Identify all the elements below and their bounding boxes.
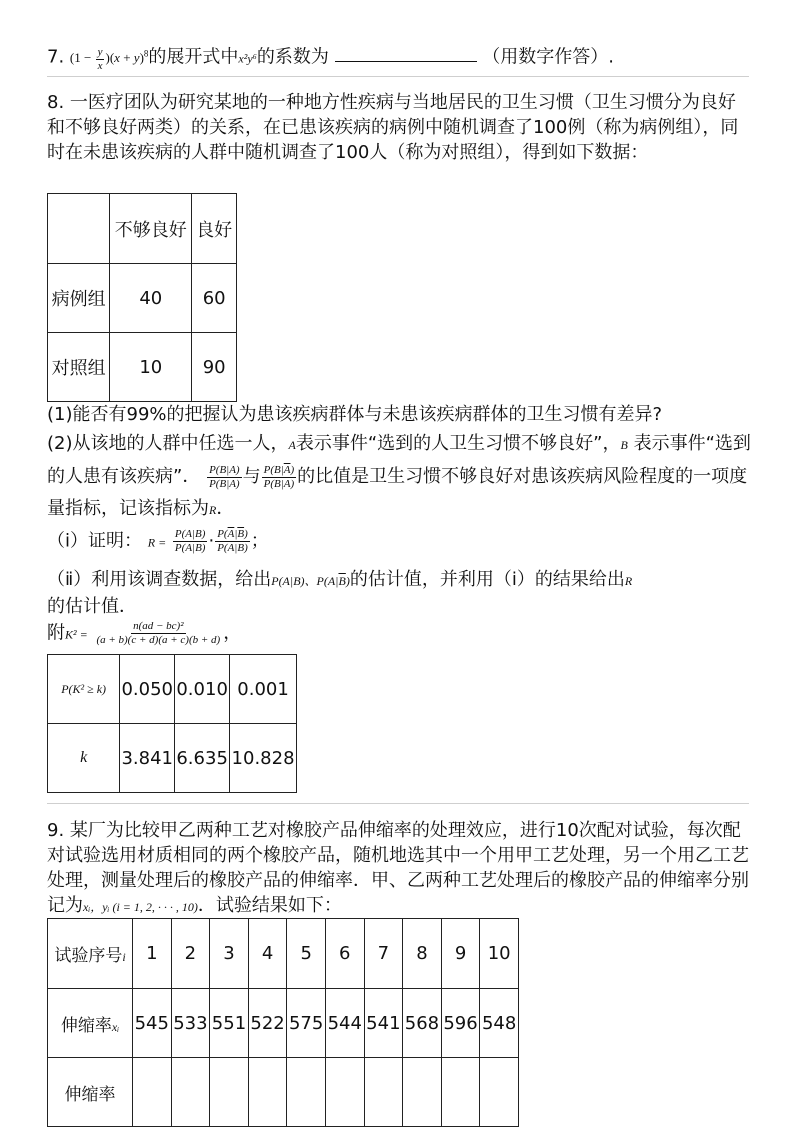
q8-fraction-1: $\frac{P(B|A)}{P(\overline{B}|A)}$ — [209, 463, 240, 490]
q9-cell: 4 — [248, 919, 287, 989]
q9-cell: 545 — [133, 989, 172, 1058]
q9-cell: 10 — [480, 919, 519, 989]
q8-part2: (2)从该地的人群中任选一人，A表示事件“选到的人卫生习惯不够良好”，B 表示事件“选到的人患有该疾病”． $\frac{P(B|A)}{P(\overline{B}|A)}$ 与 $\frac{P(B|\overline{A})}{P(\overline{B}|\overline{A})}$ 的比值是卫生习惯不够良好对患该疾病风险程度的一项度量指标，记该指标为R． — [47, 433, 751, 519]
q8-cell: 90 — [192, 333, 237, 402]
q8-cell: 40 — [110, 264, 192, 333]
q8-header-not-good: 不够良好 — [110, 194, 192, 264]
k-table-row1-label: P(K² ≥ k) — [48, 655, 120, 724]
q9-cell: 9 — [441, 919, 480, 989]
q8-sub-ii: （ⅱ）利用该调查数据，给出P(A|B)、$P(A|\overline{B})$的估计值，并利用（ⅰ）的结果给出R 的估计值． — [47, 569, 633, 617]
q9-cell: 533 — [171, 989, 210, 1058]
q8-sub-i: （ⅰ）证明： R = $\frac{P(A|B)}{P(\overline{A}|B)}$ · $\frac{P(\overline{A}|\overline{B})}{P(A|\overline{B})}$ ； — [47, 528, 269, 554]
q9-row1-label: 试验序号i — [48, 919, 133, 989]
k-table-cell: 0.050 — [120, 655, 175, 724]
q9-cell: 6 — [325, 919, 364, 989]
q8-row-label: 病例组 — [48, 264, 110, 333]
q9-cell: 575 — [287, 989, 326, 1058]
k-table-cell: 0.010 — [175, 655, 230, 724]
q8-header-good: 良好 — [192, 194, 237, 264]
q9-cell: 544 — [325, 989, 364, 1058]
q9-cell: 541 — [364, 989, 403, 1058]
q7-number: 7. — [47, 46, 65, 68]
q8-cell: 10 — [110, 333, 192, 402]
q9-cell: 7 — [364, 919, 403, 989]
q8-row-label: 对照组 — [48, 333, 110, 402]
q8-part1: (1)能否有99%的把握认为患该疾病群体与未患该疾病群体的卫生习惯有差异? — [47, 404, 663, 425]
q7-text-a: 的展开式中 — [148, 46, 239, 68]
q9-cell: 2 — [171, 919, 210, 989]
q9-row2-label: 伸缩率xᵢ — [48, 989, 133, 1058]
q7-expression: (1 − $\frac{y}{x}$ )$(x + y)^8$ — [69, 45, 149, 72]
q9-intro: 9. 某厂为比较甲乙两种工艺对橡胶产品伸缩率的处理效应，进行10次配对试验，每次配对试验选用材质相同的两个橡胶产品，随机地选其中一个用甲工艺处理，另一个用乙工艺处理，测量处理后的橡胶产品的伸缩率．甲、乙两种工艺处理后的橡胶产品的伸缩率分别记为xᵢ，yᵢ (i = 1, 2, · · · , 10)．试验结果如下： — [47, 820, 749, 916]
q8-appendix: 附K² = $\frac{\text{n(ad − bc)²}}{(a + b)(c + d)(a + c)(b + d)}$ ， — [47, 620, 242, 646]
k-table-row2-label: k — [48, 724, 120, 793]
q9-cell: 596 — [441, 989, 480, 1058]
k-table-cell: 0.001 — [230, 655, 297, 724]
q9-cell: 551 — [210, 989, 249, 1058]
q9-cell: 568 — [403, 989, 442, 1058]
q9-cell: 5 — [287, 919, 326, 989]
q7-text-b: 的系数为 — [256, 46, 329, 68]
q8-cell: 60 — [192, 264, 237, 333]
q9-cell: 8 — [403, 919, 442, 989]
k-table-cell: 6.635 — [175, 724, 230, 793]
q9-cell: 1 — [133, 919, 172, 989]
q8-intro: 8. 一医疗团队为研究某地的一种地方性疾病与当地居民的卫生习惯（卫生习惯分为良好和不够良好两类）的关系，在已患该疾病的病例中随机调查了100例（称为病例组），同时在未患该疾病的人群中随机调查了100人（称为对照组），得到如下数据： — [47, 92, 739, 163]
k-table-cell: 10.828 — [230, 724, 297, 793]
q9-cell: 522 — [248, 989, 287, 1058]
k-table-cell: 3.841 — [120, 724, 175, 793]
q8-fraction-2: $\frac{P(B|\overline{A})}{P(\overline{B}|\overline{A})}$ — [263, 463, 295, 490]
q7-fraction: $\frac{y}{x}$ — [97, 45, 103, 72]
q7-text-c: （用数字作答）. — [482, 46, 615, 68]
q7-term: x²y⁶ — [238, 51, 257, 66]
q9-data-table — [47, 918, 519, 1127]
q9-cell: 548 — [480, 989, 519, 1058]
q9-row3-label: 伸缩率 — [48, 1058, 133, 1127]
q9-cell: 3 — [210, 919, 249, 989]
k2-formula: $\frac{\text{n(ad − bc)²}}{(a + b)(c + d)(a + c)(b + d)}$ — [96, 620, 221, 646]
